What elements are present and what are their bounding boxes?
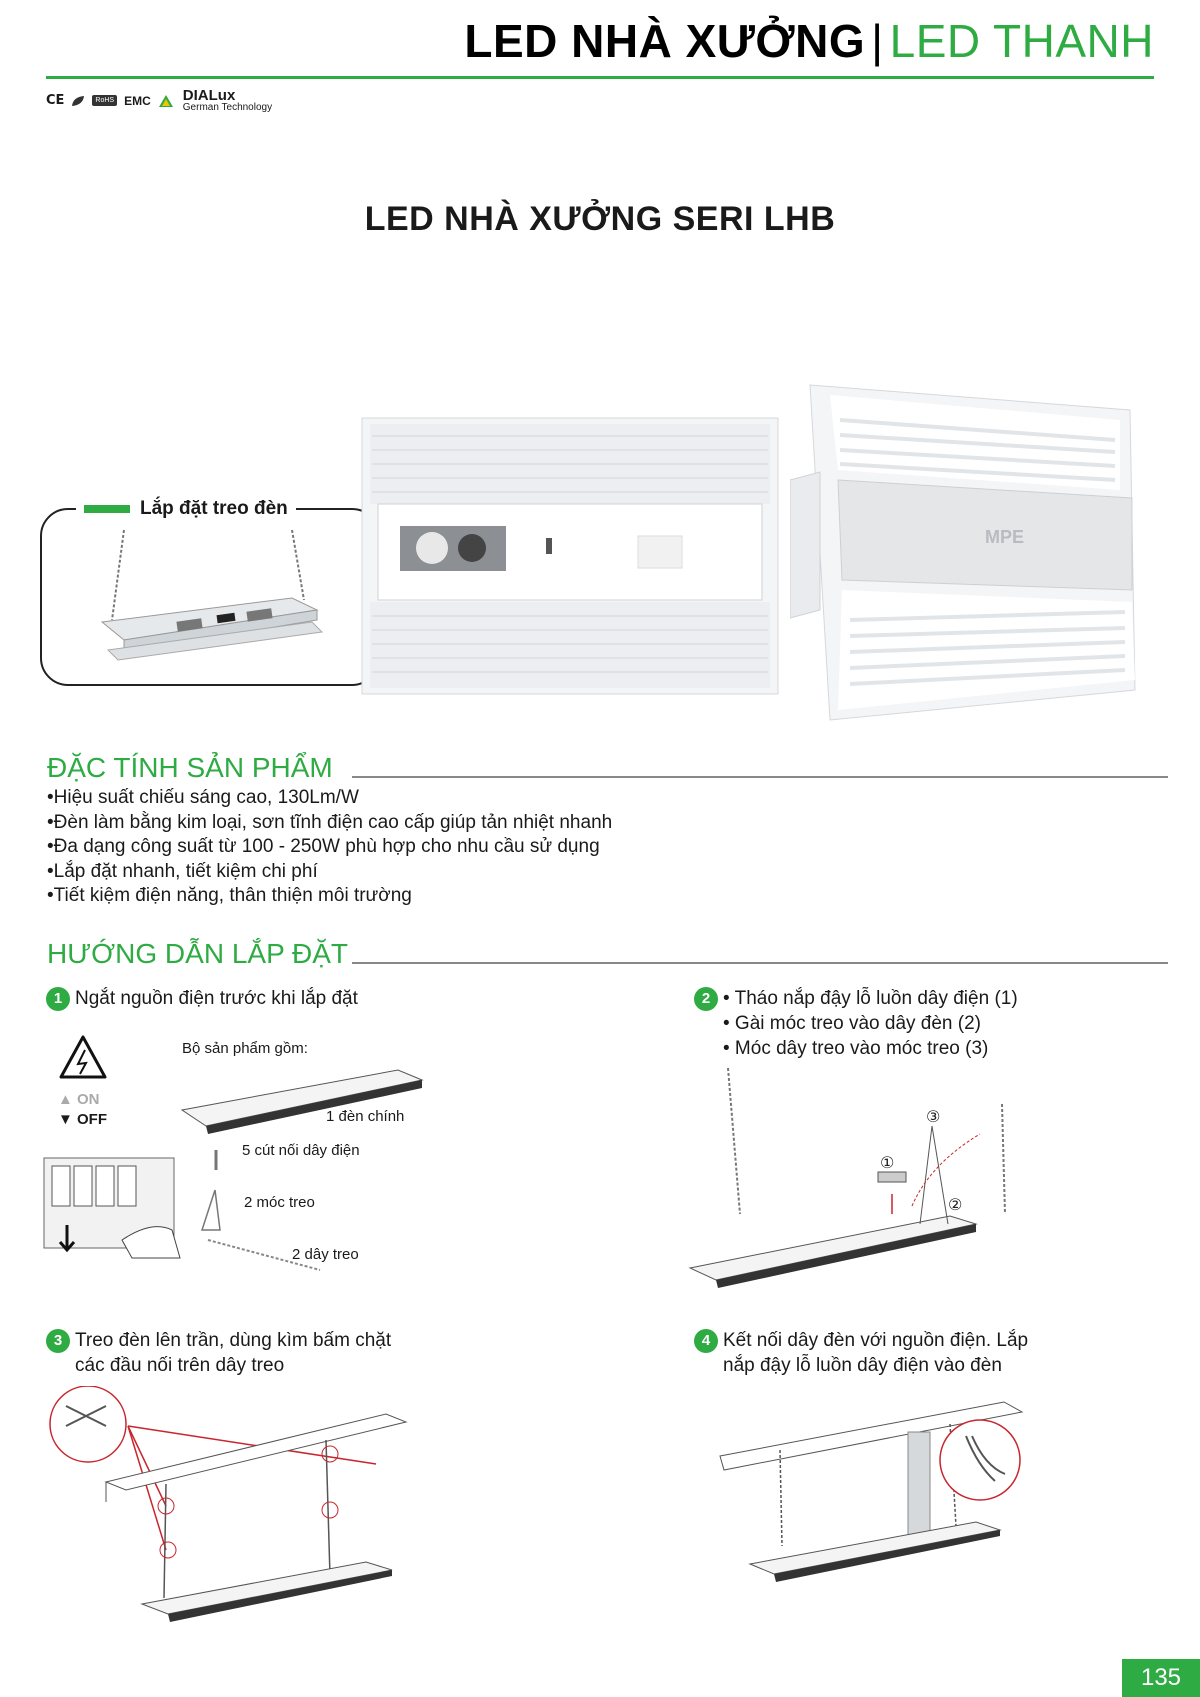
kit-item: 1 đèn chính	[326, 1108, 405, 1125]
header-title-bold: LED NHÀ XƯỞNG	[464, 15, 866, 67]
on-label: ▲ ON	[58, 1091, 100, 1108]
triangle-logo-icon	[158, 94, 174, 108]
step2-number: 2	[694, 987, 718, 1011]
certification-row	[46, 88, 272, 113]
hanging-install-inset	[40, 498, 380, 686]
inset-label-text: Lắp đặt treo đèn	[140, 498, 288, 519]
kit-item: 5 cút nối dây điện	[242, 1142, 360, 1159]
ce-mark: CE	[46, 93, 65, 108]
dialux-subtitle: German Technology	[182, 102, 273, 113]
step2-heading	[694, 986, 1018, 1061]
feature-item: • Đa dạng công suất từ 100 - 250W phù hợp cho nhu cầu sử dụng	[47, 835, 612, 860]
step3-line: Treo đèn lên trần, dùng kìm bấm chặt	[75, 1330, 392, 1351]
step1-heading	[46, 986, 358, 1011]
feature-item: • Đèn làm bằng kim loại, sơn tĩnh điện cao cấp giúp tản nhiệt nhanh	[47, 811, 612, 836]
step4-illustration	[710, 1386, 1030, 1586]
marker-1: ①	[880, 1153, 895, 1172]
kit-title: Bộ sản phẩm gồm:	[182, 1040, 308, 1057]
step2-line: • Gài móc treo vào dây đèn (2)	[723, 1013, 981, 1034]
feature-item: • Lắp đặt nhanh, tiết kiệm chi phí	[47, 860, 612, 885]
page-number: 135	[1122, 1659, 1200, 1697]
step4-number: 4	[694, 1329, 718, 1353]
breaker-panel-illustration	[42, 1150, 182, 1260]
step4-line: nắp đậy lỗ luồn dây điện vào đèn	[723, 1355, 1002, 1376]
off-label: ▼ OFF	[58, 1111, 108, 1128]
feature-item: • Tiết kiệm điện năng, thân thiện môi trường	[47, 884, 612, 909]
step4-line: Kết nối dây đèn với nguồn điện. Lắp	[723, 1330, 1029, 1351]
step4-heading	[694, 1328, 1028, 1378]
step2-line: • Tháo nắp đậy lỗ luồn dây điện (1)	[723, 988, 1018, 1009]
feature-list	[47, 786, 612, 909]
dialux-name: DIALux	[182, 87, 236, 104]
step1-number: 1	[46, 987, 70, 1011]
step3-heading	[46, 1328, 391, 1378]
header-title-green: LED THANH	[889, 15, 1154, 67]
feature-item: • Hiệu suất chiếu sáng cao, 130Lm/W	[47, 786, 612, 811]
marker-2: ②	[948, 1195, 963, 1214]
on-off-indicator	[58, 1090, 107, 1130]
product-title: LED NHÀ XƯỞNG SERI LHB	[364, 200, 836, 238]
emc-mark: EMC	[124, 93, 151, 108]
page-header	[464, 14, 1154, 68]
step3-line: các đầu nối trên dây treo	[75, 1355, 285, 1376]
step2-line: • Móc dây treo vào móc treo (3)	[723, 1038, 989, 1059]
step3-illustration	[46, 1386, 426, 1626]
kit-item: 2 móc treo	[244, 1194, 315, 1211]
leaf-icon	[71, 95, 85, 107]
product-image-angled	[790, 380, 1160, 730]
step1-text: Ngắt nguồn điện trước khi lắp đặt	[75, 988, 358, 1009]
header-divider	[46, 76, 1154, 79]
install-divider	[352, 962, 1168, 964]
hanging-lamp-illustration	[42, 510, 378, 684]
product-image-front	[360, 416, 780, 696]
electric-warning-icon	[58, 1034, 108, 1080]
features-divider	[352, 776, 1168, 778]
product-brand: MPE	[985, 527, 1025, 547]
rohs-badge: RoHS	[92, 95, 117, 106]
marker-3: ③	[926, 1107, 941, 1126]
install-title: HƯỚNG DẪN LẮP ĐẶT	[47, 938, 349, 969]
step3-number: 3	[46, 1329, 70, 1353]
features-title: ĐẶC TÍNH SẢN PHẨM	[47, 752, 333, 783]
step2-illustration	[680, 1064, 1020, 1290]
dialux-logo	[183, 88, 272, 113]
header-separator: |	[871, 15, 884, 67]
kit-item: 2 dây treo	[292, 1246, 359, 1263]
